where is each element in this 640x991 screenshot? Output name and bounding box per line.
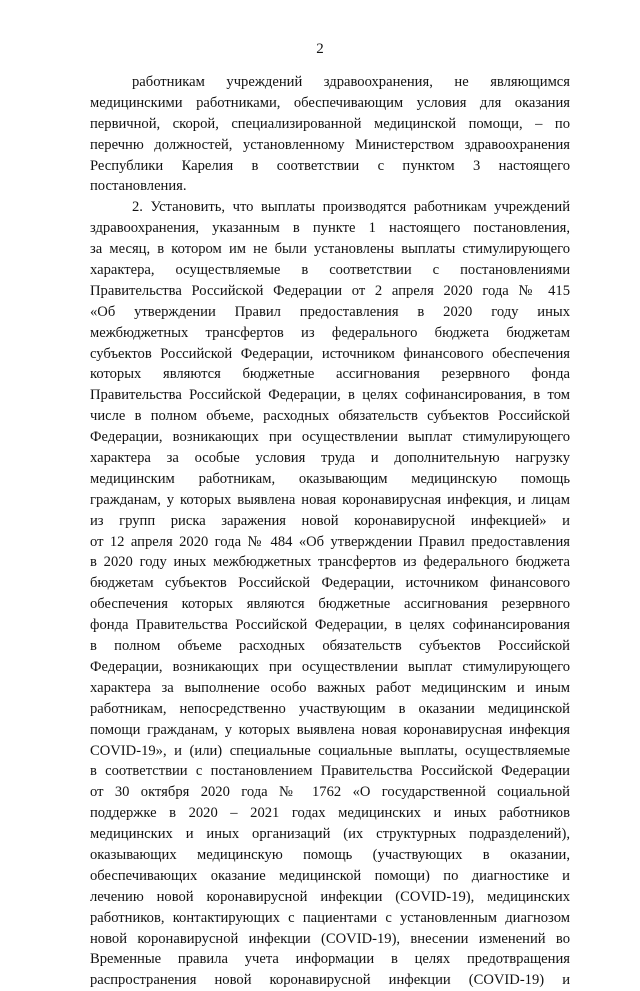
text-line: из групп риска заражения новой коронавирусной инфекцией» и <box>90 512 570 529</box>
text-line: Республики Карелия в соответствии с пунктом 3 настоящего <box>90 157 570 174</box>
text-line: Временные правила учета информации в целях предотвращения <box>90 951 570 968</box>
text-line: работникам, непосредственно участвующим в оказании медицинской <box>90 700 570 717</box>
text-line: медицинских и иных организаций (их структурных подразделений), <box>90 826 570 843</box>
text-line: от 12 апреля 2020 года № 484 «Об утверждении Правил предоставления <box>90 533 570 550</box>
text-line: перечню должностей, установленному Министерством здравоохранения <box>90 136 570 153</box>
text-line: фонда Правительства Российской Федерации, в целях софинансирования <box>90 617 570 634</box>
text-line: бюджетам субъектов Российской Федерации, источником финансового <box>90 575 570 592</box>
text-line: в 2020 году иных межбюджетных трансфертов из федерального бюджета <box>90 554 570 571</box>
text-line: работникам учреждений здравоохранения, не являющимся <box>132 74 570 90</box>
text-line: новой коронавирусной инфекции (COVID-19), внесении изменений во <box>90 930 570 947</box>
text-line: распространения новой коронавирусной инфекции (COVID-19) и <box>90 972 570 989</box>
text-line: числе в полном объеме, расходных обязательств субъектов Российской <box>90 408 570 425</box>
text-line: обеспечения которых являются бюджетные ассигнования резервного <box>90 596 570 613</box>
text-line: работников, контактирующих с пациентами с установленным диагнозом <box>90 909 570 926</box>
text-line: которых являются бюджетные ассигнования резервного фонда <box>90 366 570 383</box>
text-line: медицинскими работниками, обеспечивающим условия для оказания <box>90 94 570 111</box>
text-line: 2. Установить, что выплаты производятся работникам учреждений <box>132 199 570 216</box>
text-line: обеспечивающих оказание медицинской помощи) по диагностике и <box>90 867 570 884</box>
text-line: здравоохранения, указанным в пункте 1 настоящего постановления, <box>90 220 570 237</box>
page-number: 2 <box>316 41 324 57</box>
text-line: постановления. <box>90 178 187 195</box>
text-line: лечению новой коронавирусной инфекции (COVID-19), медицинских <box>90 888 570 905</box>
text-line: помощи гражданам, у которых выявлена новая коронавирусная инфекция <box>90 721 570 738</box>
text-line: межбюджетных трансфертов из федерального бюджета бюджетам <box>90 324 570 341</box>
text-line: оказывающих медицинскую помощь (участвующих в оказании, <box>90 846 570 863</box>
text-line: от 30 октября 2020 года № 1762 «О государственной социальной <box>90 784 570 801</box>
text-line: первичной, скорой, специализированной медицинской помощи, – по <box>90 115 570 132</box>
text-line: поддержке в 2020 – 2021 годах медицинских и иных работников <box>90 805 570 822</box>
text-line: Правительства Российской Федерации от 2 апреля 2020 года № 415 <box>90 282 570 299</box>
text-line: медицинским работникам, оказывающим медицинскую помощь <box>90 470 570 487</box>
text-line: Федерации, возникающих при осуществлении выплат стимулирующего <box>90 658 570 675</box>
text-line: характера, осуществляемые в соответствии с постановлениями <box>90 262 570 279</box>
text-line: гражданам, у которых выявлена новая коронавирусная инфекция, и лицам <box>90 491 570 508</box>
text-line: характера за особые условия труда и дополнительную нагрузку <box>90 450 570 467</box>
text-line: в полном объеме расходных обязательств субъектов Российской <box>90 638 570 655</box>
text-line: субъектов Российской Федерации, источником финансового обеспечения <box>90 345 570 362</box>
text-line: в соответствии с постановлением Правительства Российской Федерации <box>90 763 570 780</box>
text-line: «Об утверждении Правил предоставления в 2020 году иных <box>90 303 570 320</box>
text-line: за месяц, в котором им не были установлены выплаты стимулирующего <box>90 241 570 258</box>
text-line: характера за выполнение особо важных работ медицинским и иным <box>90 679 570 696</box>
text-line: Федерации, возникающих при осуществлении выплат стимулирующего <box>90 429 570 446</box>
text-line: Правительства Российской Федерации, в целях софинансирования, в том <box>90 387 570 404</box>
text-line: COVID-19», и (или) специальные социальные выплаты, осуществляемые <box>90 742 570 759</box>
body-text <box>90 72 570 991</box>
